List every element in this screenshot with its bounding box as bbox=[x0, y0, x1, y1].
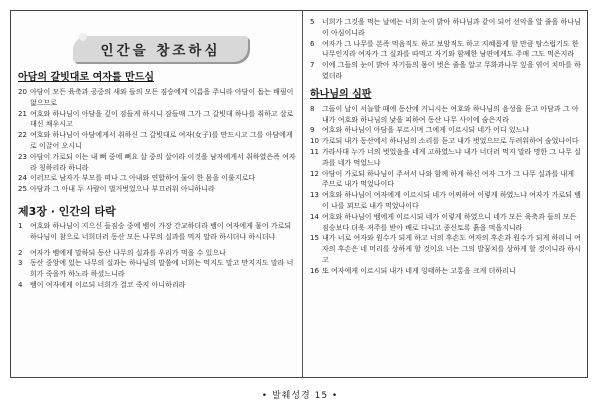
verse-text: 이러므로 남자가 부모를 떠나 그 아내와 연합하여 둘이 한 몸을 이룰지로다 bbox=[30, 174, 256, 183]
chapter-heading: 제3장 · 인간의 타락 bbox=[18, 204, 116, 218]
verse-number: 14 bbox=[310, 212, 319, 221]
verse-text: 여자가 뱀에게 말하되 동산 나무의 실과를 우리가 먹을 수 있으나 bbox=[30, 248, 226, 257]
verse-number: 25 bbox=[18, 185, 27, 194]
verse-text: 가라사대 누가 너의 벗었음을 네게 고하였느냐 내가 너더러 먹지 말라 명한 그 나무 실과를 네가 먹었느냐 bbox=[322, 147, 581, 167]
verse-text: 내가 너로 여자와 원수가 되게 하고 너의 후손도 여자의 후손과 원수가 되게 하리니 여자의 후손은 네 머리를 상하게 할 것이요 너는 그의 발꿈치를 상하게 할 것이니라 하시고 bbox=[322, 234, 581, 264]
verse-text: 이에 그들의 눈이 밝아 자기들의 몸이 벗은 줄을 알고 무화과나무 잎을 엮어 치마를 하였더라 bbox=[322, 61, 581, 80]
verse-number: 1 bbox=[18, 221, 23, 230]
verse-item bbox=[310, 212, 582, 234]
verse-number: 13 bbox=[310, 191, 319, 200]
verse-item bbox=[18, 87, 296, 109]
verse-number: 6 bbox=[310, 39, 315, 48]
verse-item bbox=[18, 173, 296, 184]
verse-item bbox=[18, 248, 296, 259]
verse-item bbox=[18, 184, 296, 195]
verse-text: 여호와 하나님이 아담을 부르시며 그에게 이르시되 네가 어디 있느냐 bbox=[322, 126, 530, 135]
verse-text: 여호와 하나님이 뱀에게 이르시되 네가 이렇게 하였으니 네가 모든 육축과 들의 모든 짐승보다 더욱 저주를 받아 배로 다니고 종신토록 흙을 먹을지니라 bbox=[322, 212, 577, 232]
verse-number: 24 bbox=[18, 174, 27, 183]
verse-text: 아담이 가로되 이는 내 뼈 중에 뼈요 살 중의 살이라 이것을 남자에게서 취하였은즉 여자라 칭하리라 하니라 bbox=[30, 152, 296, 172]
verse-text: 또 여자에게 이르시되 내가 네게 잉태하는 고통을 크게 더하리니 bbox=[322, 266, 516, 275]
page-title: 인간을 창조하심 bbox=[100, 43, 221, 59]
verse-text: 여호와 하나님이 아담에게서 취하신 그 갈빗대로 여자(女子)를 만드시고 그를 아담에게로 이끌어 오시니 bbox=[30, 131, 293, 150]
verse-item bbox=[310, 104, 582, 126]
verse-number: 22 bbox=[18, 131, 27, 140]
verse-number: 4 bbox=[18, 280, 23, 289]
column-divider bbox=[302, 10, 303, 378]
verse-item bbox=[18, 258, 296, 280]
verse-item bbox=[18, 130, 296, 152]
verse-text: 여호와 하나님이 지으신 들짐승 중에 뱀이 가장 간교하더라 뱀이 여자에게 물어 가로되 하나님이 참으로 너희더러 동산 모든 나무의 실과를 먹지 말라 하시더냐 하시더냐 bbox=[30, 221, 292, 241]
verse-item bbox=[310, 125, 582, 136]
verse-number: 9 bbox=[310, 126, 315, 135]
verse-text: 너희가 그것을 먹는 날에는 너희 눈이 밝아 하나님과 같이 되어 선악을 알 줄을 하나님이 아심이니라 bbox=[322, 18, 581, 37]
section-heading-woman-created: 아담의 갈빗대로 여자를 만드심 bbox=[18, 72, 155, 83]
verse-text: 아담이 가로되 하나님이 주셔서 나와 함께 하게 하신 여자 그가 그 나무 실과를 내게 주므로 내가 먹었나이다 bbox=[322, 169, 575, 189]
verse-number: 5 bbox=[310, 18, 315, 26]
verse-number: 21 bbox=[18, 109, 27, 118]
title-banner bbox=[73, 36, 248, 62]
verse-text: 가로되 내가 동산에서 하나님의 소리를 듣고 내가 벗었으므로 두려워하여 숨었나이다 bbox=[322, 137, 579, 146]
verse-item bbox=[310, 233, 582, 265]
verse-number: 7 bbox=[310, 61, 315, 70]
verse-number: 20 bbox=[18, 88, 27, 96]
verse-number: 3 bbox=[18, 259, 23, 268]
verse-item bbox=[310, 136, 582, 147]
verse-number: 16 bbox=[310, 266, 319, 275]
verse-item bbox=[310, 266, 582, 277]
verse-item bbox=[310, 190, 582, 212]
verse-item bbox=[18, 280, 296, 291]
verse-item bbox=[18, 109, 296, 131]
verse-number: 8 bbox=[310, 104, 315, 113]
verse-list bbox=[310, 17, 582, 82]
verse-text: 여자가 그 나무를 본즉 먹음직도 하고 보암직도 하고 지혜롭게 할 만큼 탐스럽기도 한 나무인지라 여자가 그 실과를 따먹고 자기와 함께한 남편에게도 주매 그도 먹은지라 bbox=[322, 39, 579, 59]
right-column bbox=[310, 14, 582, 277]
verse-item bbox=[310, 169, 582, 191]
verse-item bbox=[310, 17, 582, 39]
left-column bbox=[18, 14, 296, 291]
verse-text: 동산 중앙에 있는 나무의 실과는 하나님의 말씀에 너희는 먹지도 말고 만지지도 말라 너희가 죽을까 하노라 하셨느니라 bbox=[30, 259, 294, 279]
verse-item bbox=[310, 147, 582, 169]
verse-text: 아담이 모든 육축과 공중의 새와 들의 모든 짐승에게 이름을 주니라 아담이 돕는 배필이 없으므로 bbox=[30, 88, 294, 107]
verse-text: 그들이 날이 서늘할 때에 동산에 거니시는 여호와 하나님의 음성을 듣고 아담과 그 아내가 여호와 하나님의 낯을 피하여 동산 나무 사이에 숨은지라 bbox=[322, 104, 579, 124]
verse-number: 11 bbox=[310, 147, 319, 156]
verse-item bbox=[310, 39, 582, 61]
verse-item bbox=[18, 152, 296, 174]
page-footer: • 발췌성경 15 • bbox=[261, 391, 339, 401]
verse-number: 2 bbox=[18, 248, 23, 257]
verse-text: 여호와 하나님이 여자에게 이르시되 네가 어찌하여 이렇게 하였느냐 여자가 가로되 뱀이 나를 꾀므로 내가 먹었나이다 bbox=[322, 191, 581, 210]
verse-text: 여호와 하나님이 아담을 깊이 잠들게 하시니 잠들매 그가 그 갈빗대 하나를 취하고 살로 대신 채우시고 bbox=[30, 109, 294, 129]
verse-number: 12 bbox=[310, 169, 319, 178]
verse-item bbox=[310, 60, 582, 82]
verse-item bbox=[18, 221, 296, 243]
verse-list bbox=[18, 221, 296, 291]
verse-number: 23 bbox=[18, 152, 27, 161]
verse-text: 아담과 그 아내 두 사람이 벌거벗었으나 부끄러워 아니하니라 bbox=[30, 185, 215, 194]
verse-number: 15 bbox=[310, 234, 319, 243]
section-heading-judgment: 하나님의 심판 bbox=[310, 88, 372, 100]
verse-text: 뱀이 여자에게 이르되 너희가 결코 죽지 아니하리라 bbox=[30, 280, 186, 289]
verse-list bbox=[310, 104, 582, 277]
verse-list bbox=[18, 87, 296, 195]
verse-number: 10 bbox=[310, 137, 319, 146]
